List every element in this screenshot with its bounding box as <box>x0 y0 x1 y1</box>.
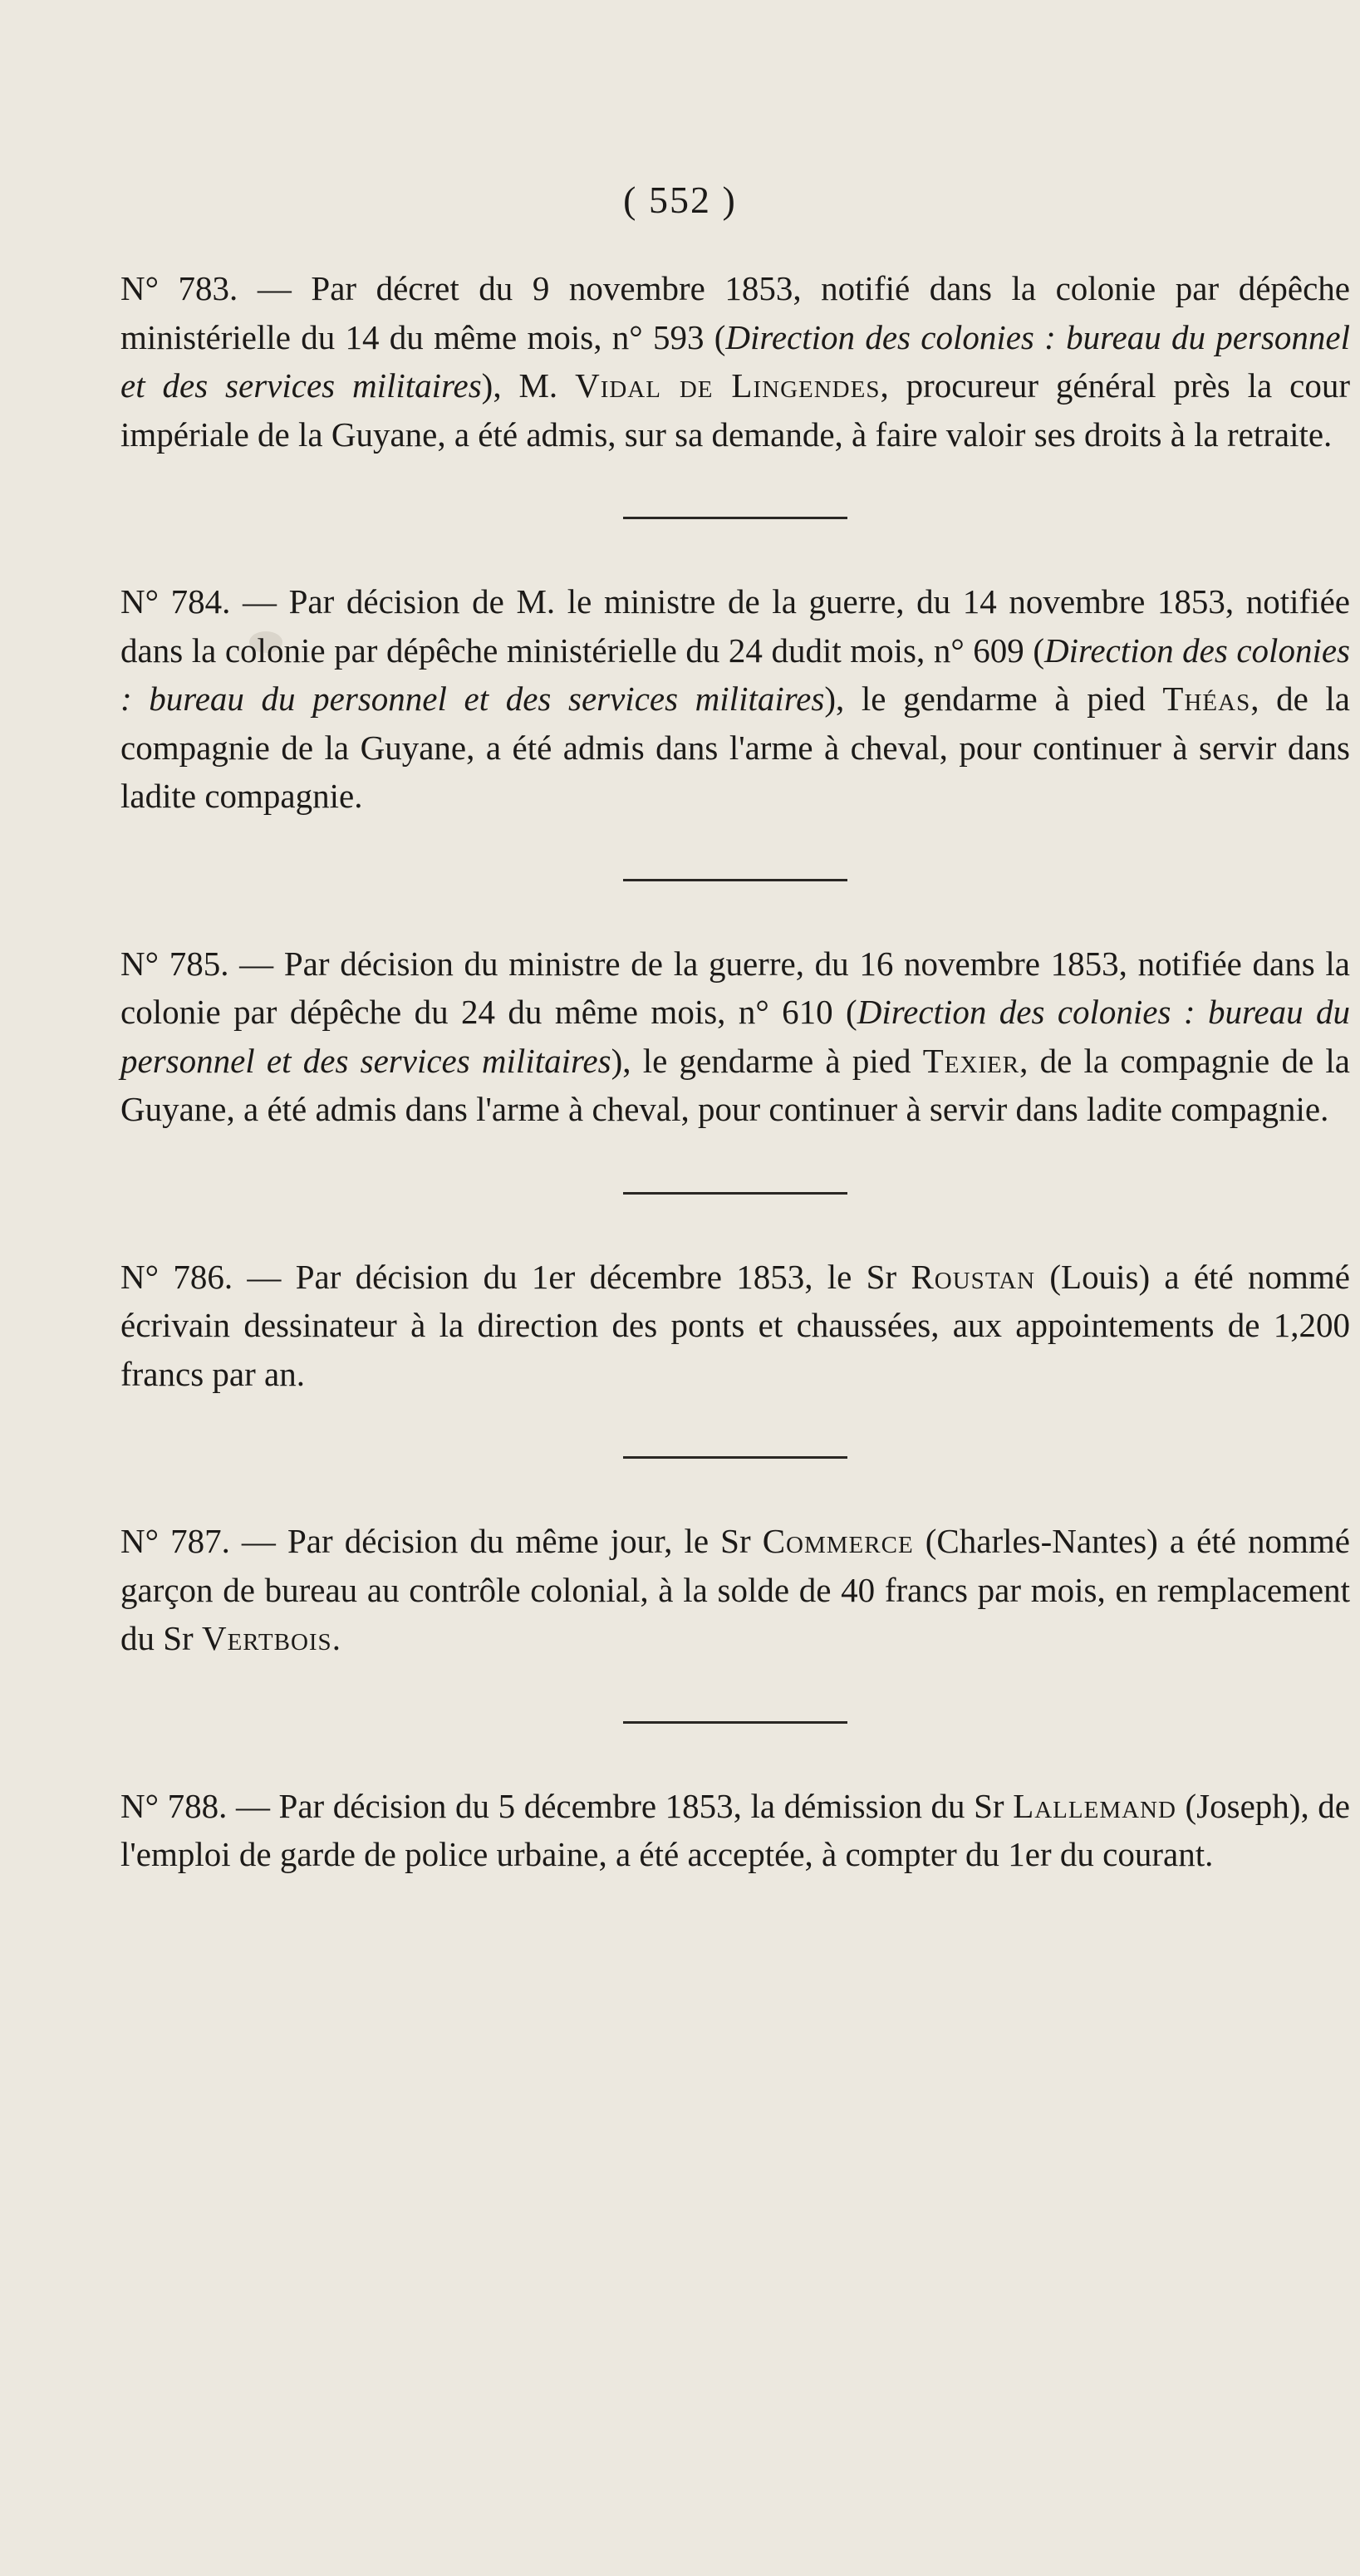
entry-text: ), M. <box>481 366 576 405</box>
person-name: Commerce <box>762 1522 914 1560</box>
person-name: Roustan <box>911 1257 1036 1296</box>
entry-text: — Par décision de M. le ministre de la guerre, du 14 novembre 1853, notifiée dans la colonie par dépêche ministérielle du 24 dudit mois, n° 609 ( <box>120 582 1350 670</box>
person-name: Théas <box>1162 680 1251 718</box>
person-name: Lallemand <box>1013 1786 1176 1825</box>
entry-italic: Direction des colonies : bureau du personnel et des services militaires <box>120 631 1350 718</box>
separator-rule <box>623 517 847 519</box>
entry-text: (Charles-Nantes) a été nommé garçon de bureau au contrôle colonial, à la solde de 40 francs par mois, en remplacement du Sr <box>120 1522 1350 1657</box>
entry-text: — Par décision du ministre de la guerre, du 16 novembre 1853, notifiée dans la colonie par dépêche du 24 du même mois, n° 610 ( <box>120 944 1350 1031</box>
entry-786 <box>120 1253 1350 1399</box>
entry-italic: Direction des colonies : bureau du personnel et des services militaires <box>120 993 1350 1080</box>
entry-text: ), le gendarme à pied <box>824 680 1163 718</box>
entry-number: N° 785. <box>120 944 229 983</box>
separator-rule <box>623 1192 847 1195</box>
entry-text: , de la compagnie de la Guyane, a été admis dans l'arme à cheval, pour continuer à servir dans ladite compagnie. <box>120 680 1350 815</box>
person-name: Texier <box>922 1041 1020 1080</box>
entry-788 <box>120 1782 1350 1879</box>
entry-text: — Par décision du 5 décembre 1853, la démission du Sr <box>235 1786 1014 1825</box>
entry-text: — Par décision du 1er décembre 1853, le Sr <box>247 1257 911 1296</box>
entry-number: N° 784. <box>120 582 231 621</box>
entry-text: , procureur général près la cour impériale de la Guyane, a été admis, sur sa demande, à faire valoir ses droits à la retraite. <box>120 366 1350 454</box>
separator-rule <box>623 1456 847 1459</box>
entry-783 <box>120 264 1350 459</box>
separator-rule <box>623 1721 847 1724</box>
entry-number: N° 787. <box>120 1522 230 1560</box>
person-name: Vertbois <box>201 1619 332 1657</box>
entry-italic: Direction des colonies : bureau du personnel et des services militaires <box>120 317 1350 405</box>
page-number: ( 552 ) <box>623 179 737 221</box>
entry-number: N° 783. <box>120 269 238 307</box>
document-body <box>120 264 1350 1879</box>
entry-text: — Par décision du même jour, le Sr <box>241 1522 763 1560</box>
entry-text: (Louis) a été nommé écrivain dessinateur à la direction des ponts et chaussées, aux appointements de 1,200 francs par an. <box>120 1257 1350 1393</box>
entry-number: N° 786. <box>120 1257 233 1296</box>
entry-784 <box>120 577 1350 821</box>
entry-number: N° 788. <box>120 1786 228 1825</box>
person-name: Vidal de Lingendes <box>575 366 881 405</box>
entry-text: (Joseph), de l'emploi de garde de police urbaine, a été acceptée, à compter du 1er du courant. <box>120 1786 1350 1873</box>
entry-785 <box>120 940 1350 1134</box>
separator-rule <box>623 879 847 881</box>
entry-text: . <box>331 1619 341 1657</box>
entry-text: ), le gendarme à pied <box>611 1041 923 1080</box>
entry-text: — Par décret du 9 novembre 1853, notifié dans la colonie par dépêche ministérielle du 14 du même mois, n° 593 ( <box>120 269 1350 356</box>
entry-text: , de la compagnie de la Guyane, a été admis dans l'arme à cheval, pour continuer à servir dans ladite compagnie. <box>120 1041 1351 1128</box>
entry-787 <box>120 1517 1350 1663</box>
